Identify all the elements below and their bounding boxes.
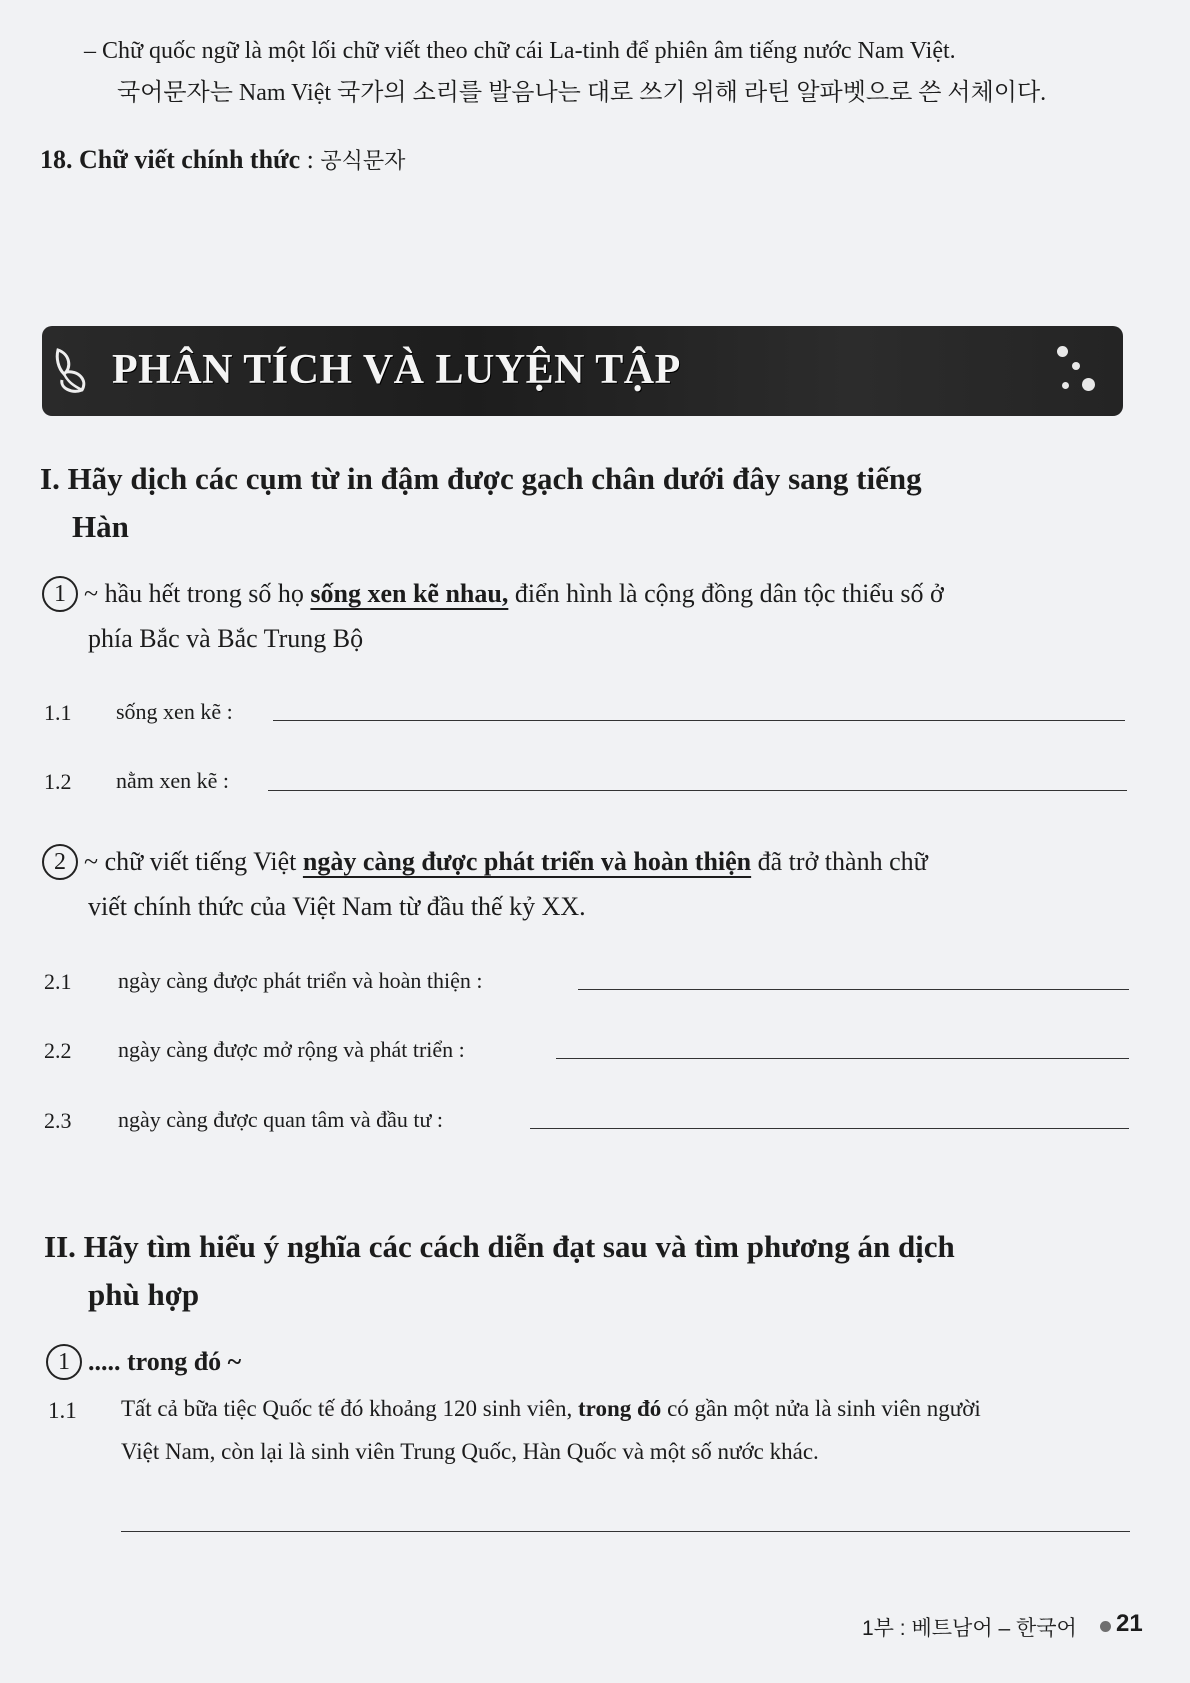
answer-blank[interactable]	[273, 720, 1125, 721]
section-1-heading-line-2: Hàn	[72, 509, 129, 544]
page-number: 21	[1116, 1610, 1143, 1637]
footer-part-label: 1부 : 베트남어 – 한국어	[862, 1617, 1077, 1640]
answer-item-number: 2.1	[44, 969, 72, 994]
sentence-post: có gần một nửa là sinh viên người	[661, 1396, 981, 1421]
section-2-sentence-line-1	[121, 1394, 981, 1424]
banner-title: PHÂN TÍCH VÀ LUYỆN TẬP	[112, 347, 681, 393]
answer-item-number: 1.2	[44, 769, 72, 794]
answer-item-label: sống xen kẽ :	[116, 699, 233, 724]
banner-dot	[1082, 378, 1095, 391]
sentence-pre: Tất cả bữa tiệc Quốc tế đó khoảng 120 sinh viên,	[121, 1396, 579, 1421]
answer-item-number: 1.1	[48, 1398, 77, 1423]
answer-item-number: 2.3	[44, 1108, 72, 1133]
section-banner	[42, 326, 1123, 416]
intro-line-1: – Chữ quốc ngữ là một lối chữ viết theo chữ cái La-tinh để phiên âm tiếng nước Nam Việt.	[84, 38, 956, 64]
footer-dot	[1100, 1621, 1111, 1632]
question-2-post: đã trở thành chữ	[751, 846, 928, 876]
item-18-separator: :	[300, 145, 321, 174]
intro-line-2: 국어문자는 Nam Việt 국가의 소리를 발음나는 대로 쓰기 위해 라틴 알파벳으로 쓴 서체이다.	[117, 80, 1047, 106]
answer-item-label: ngày càng được phát triển và hoàn thiện :	[118, 968, 483, 993]
answer-blank[interactable]	[530, 1128, 1129, 1129]
answer-item-label: ngày càng được quan tâm và đầu tư :	[118, 1107, 444, 1132]
question-2	[42, 846, 928, 882]
item-18-korean: 공식문자	[320, 149, 406, 174]
answer-blank[interactable]	[578, 989, 1129, 990]
section-2-question-1-title: ..... trong đó ~	[88, 1346, 242, 1376]
question-2-line-2: viết chính thức của Việt Nam từ đầu thế kỷ XX.	[88, 892, 586, 921]
question-number-circle: 2	[42, 844, 78, 880]
item-18	[40, 145, 405, 177]
question-1-line-2: phía Bắc và Bắc Trung Bộ	[88, 624, 364, 653]
question-2-pre: ~ chữ viết tiếng Việt	[84, 846, 303, 876]
answer-blank[interactable]	[121, 1531, 1130, 1532]
question-1-pre: ~ hầu hết trong số họ	[84, 578, 311, 608]
section-2-heading-line-1: II. Hãy tìm hiểu ý nghĩa các cách diễn đạt sau và tìm phương án dịch	[44, 1229, 955, 1264]
item-18-term: Chữ viết chính thức	[79, 145, 301, 174]
question-number-circle: 1	[42, 576, 78, 612]
answer-item-number: 1.1	[44, 700, 72, 725]
banner-dot	[1062, 382, 1069, 389]
question-1	[42, 578, 944, 614]
answer-item-label: ngày càng được mở rộng và phát triển :	[118, 1037, 465, 1062]
question-2-highlight: ngày càng được phát triển và hoàn thiện	[302, 846, 752, 876]
answer-blank[interactable]	[268, 790, 1127, 791]
sentence-highlight: trong đó	[578, 1396, 662, 1421]
section-2-sentence-line-2: Việt Nam, còn lại là sinh viên Trung Quốc, Hàn Quốc và một số nước khác.	[121, 1439, 819, 1464]
answer-blank[interactable]	[556, 1058, 1129, 1059]
section-1-heading-line-1: I. Hãy dịch các cụm từ in đậm được gạch chân dưới đây sang tiếng	[40, 461, 922, 496]
question-number-circle: 1	[46, 1344, 82, 1380]
section-2-heading-line-2: phù hợp	[88, 1277, 200, 1312]
leaf-ornament-icon	[48, 342, 104, 402]
banner-dot	[1057, 346, 1068, 357]
question-1-highlight: sống xen kẽ nhau,	[310, 578, 509, 608]
question-1-post: điển hình là cộng đồng dân tộc thiểu số ở	[508, 578, 944, 608]
answer-item-number: 2.2	[44, 1038, 72, 1063]
banner-dot	[1072, 362, 1080, 370]
item-18-number: 18.	[40, 145, 73, 174]
section-2-question-1	[46, 1346, 241, 1382]
answer-item-label: nằm xen kẽ :	[116, 768, 230, 793]
